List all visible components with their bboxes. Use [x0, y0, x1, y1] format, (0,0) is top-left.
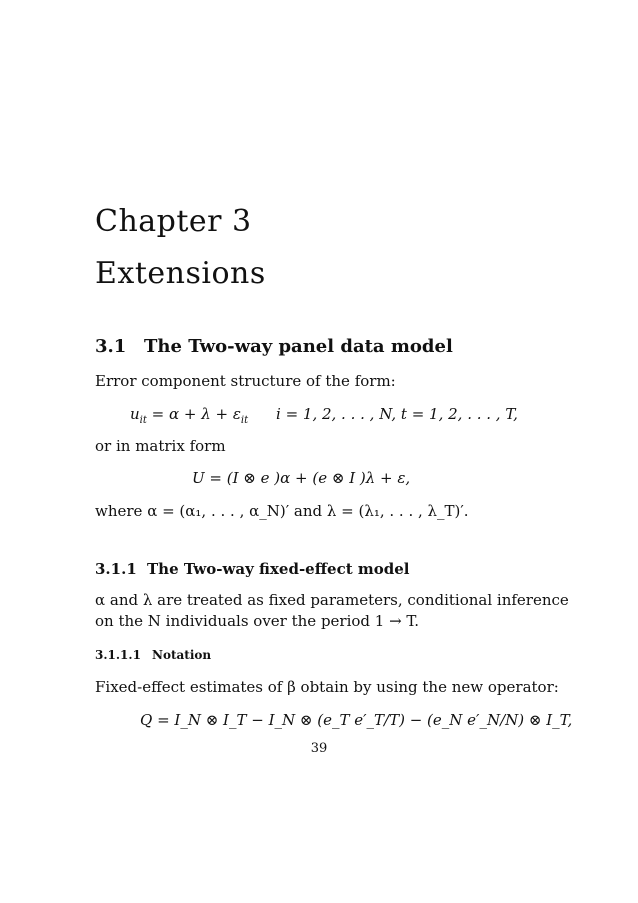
- equation-matrix-form: U = (I ⊗ e )α + (e ⊗ I )λ + ε,: [192, 469, 411, 487]
- page-number: 39: [310, 741, 328, 756]
- section-intro: Error component structure of the form:: [95, 372, 396, 390]
- section-title: The Two-way panel data model: [144, 336, 453, 357]
- paragraph-line-2: on the N individuals over the period 1 → T.: [95, 612, 420, 630]
- matrix-intro: or in matrix form: [95, 437, 226, 455]
- notation-intro: Fixed-effect estimates of β obtain by using the new operator:: [95, 678, 559, 696]
- subsection-number: 3.1.1: [95, 560, 137, 578]
- equation-error-component: $u_{it} = \alpha + \lambda + \varepsilon_{it}$: [130, 405, 249, 426]
- chapter-label: Chapter 3: [95, 204, 252, 239]
- chapter-title: Extensions: [95, 256, 266, 291]
- equation-lhs: u: [130, 405, 140, 423]
- subsubsection-number: 3.1.1.1: [95, 648, 141, 662]
- paragraph-line-1: α and λ are treated as fixed parameters, conditional inference: [95, 591, 569, 609]
- equation-rhs: = α + λ + ε: [151, 405, 241, 423]
- subsection-title: The Two-way fixed-effect model: [147, 560, 410, 578]
- equation-operator: Q = I_N ⊗ I_T − I_N ⊗ (e_T e′_T/T) − (e_N e′_N/N) ⊗ I_T,: [140, 711, 573, 729]
- subsubsection-title: Notation: [152, 648, 212, 662]
- where-clause: where α = (α₁, . . . , α_N)′ and λ = (λ₁, . . . , λ_T)′.: [95, 502, 469, 520]
- equation-condition: i = 1, 2, . . . , N, t = 1, 2, . . . , T,: [276, 405, 518, 423]
- section-number: 3.1: [95, 336, 127, 357]
